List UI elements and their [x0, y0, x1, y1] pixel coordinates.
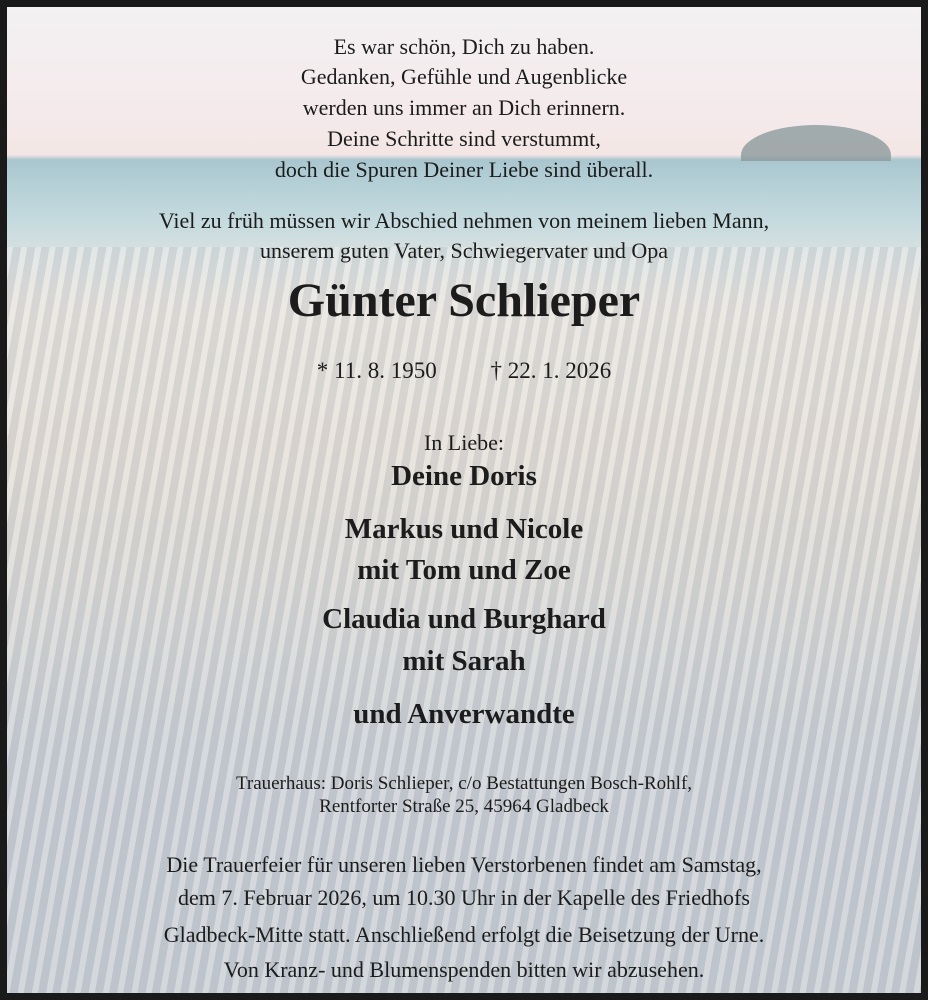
family-line: Deine Doris — [391, 460, 537, 492]
family-line: Markus und Nicole — [344, 513, 584, 545]
death-date: † 22. 1. 2026 — [490, 358, 612, 383]
poem-line: Deine Schritte sind verstummt, — [327, 126, 601, 151]
intro-line: Viel zu früh müssen wir Abschied nehmen von meinem lieben Mann, — [158, 208, 770, 233]
family-line: und Anverwandte — [353, 698, 575, 730]
poem-line: Es war schön, Dich zu haben. — [333, 34, 595, 59]
intro-line: unserem guten Vater, Schwiegervater und Opa — [259, 238, 669, 263]
in-love-label: In Liebe: — [423, 430, 505, 455]
obituary-notice — [7, 7, 921, 993]
family-line: mit Tom und Zoe — [357, 554, 571, 586]
address-line: Trauerhaus: Doris Schlieper, c/o Bestattungen Bosch-Rohlf, — [235, 773, 693, 794]
poem-line: doch die Spuren Deiner Liebe sind überall. — [274, 157, 654, 182]
family-line: Claudia und Burghard — [322, 603, 606, 635]
service-line: dem 7. Februar 2026, um 10.30 Uhr in der Kapelle des Friedhofs — [178, 885, 750, 910]
dates — [7, 358, 921, 384]
service-line: Gladbeck-Mitte statt. Anschließend erfolgt die Beisetzung der Urne. — [163, 922, 765, 947]
family-line: mit Sarah — [402, 645, 526, 677]
address-line: Rentforter Straße 25, 45964 Gladbeck — [319, 796, 609, 817]
poem-line: Gedanken, Gefühle und Augenblicke — [300, 64, 628, 89]
poem-line: werden uns immer an Dich erinnern. — [302, 95, 626, 120]
birth-date: * 11. 8. 1950 — [316, 358, 437, 383]
deceased-name: Günter Schlieper — [287, 274, 641, 327]
service-line: Von Kranz- und Blumenspenden bitten wir abzusehen. — [223, 957, 705, 982]
service-line: Die Trauerfeier für unseren lieben Verstorbenen findet am Samstag, — [166, 852, 762, 877]
